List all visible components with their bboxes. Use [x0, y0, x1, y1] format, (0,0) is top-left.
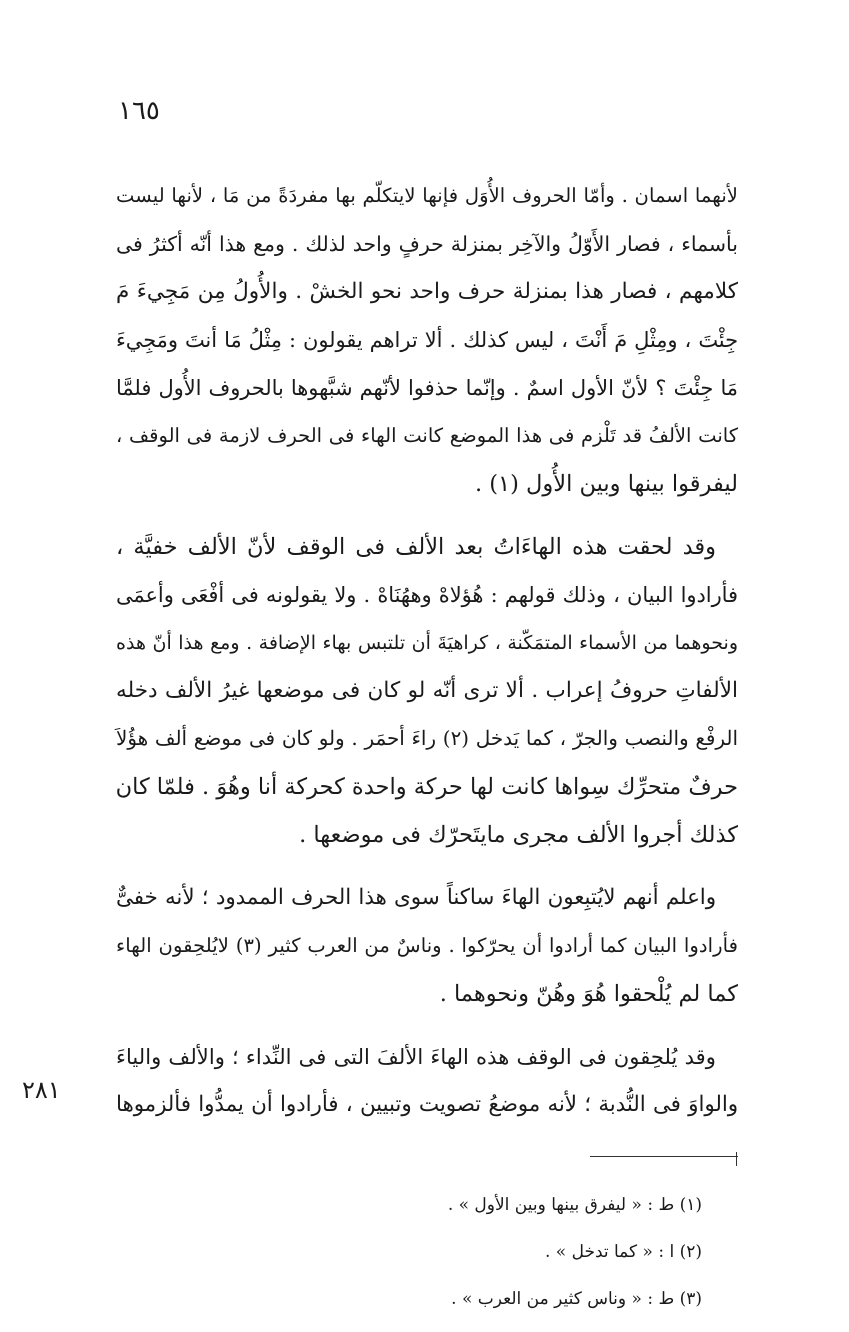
text-line: كذلك أجروا الألف مجرى مايتَحرّك فى موضعها .: [299, 822, 738, 848]
text-line: لأنهما اسمان . وأمّا الحروف الأُوَل فإنها لايتكلّم بها مفردَةً من مَا ، لأنها ليست: [116, 184, 738, 207]
text-line: مَا جِئْتَ ؟ لأنّ الأول اسمٌ . وإنّما حذفوا لأنّهم شبَّهوها بالحروف الأُول فلمَّا: [116, 376, 738, 400]
page-number: ١٦٥: [118, 96, 160, 126]
footnotes: [300, 1182, 702, 1323]
paragraph-3: [116, 874, 738, 1018]
text-line: كما لم يُلْحقوا هُوَ وهُنّ ونحوهما .: [439, 981, 738, 1007]
footnote-divider-tick: [736, 1152, 737, 1166]
text-line: ليفرقوا بينها وبين الأُول (١) .: [474, 471, 738, 497]
margin-number: ٢٨١: [22, 1076, 61, 1104]
text-line: والواوَ فى النُّدبة ؛ لأنه موضعُ تصويت وتبيين ، فأرادوا أن يمدُّوا فألزموها: [116, 1092, 738, 1117]
text-line: حرفٌ متحرِّك سِواها كانت لها حركة واحدة كحركة أنا وهُوَ . فلمّا كان: [115, 774, 738, 800]
text-line: فأرادوا البيان ، وذلك قولهم : هُؤلاهْ وههُنَاهْ . ولا يقولونه فى أفْعَى وأعمَى: [116, 583, 738, 607]
text-line: وقد يُلحِقون فى الوقف هذه الهاءَ الألفَ التى فى النِّداء ؛ والألف والياءَ: [116, 1044, 716, 1069]
main-text: [116, 172, 738, 1144]
footnote-1: (١) ط : « ليفرق بينها وبين الأول » .: [447, 1195, 702, 1215]
text-line: فأرادوا البيان كما أرادوا أن يحرّكوا . وناسٌ من العرب كثير (٣) لايُلحِقون الهاء: [116, 934, 738, 957]
text-line: ونحوهما من الأسماء المتمَكّنة ، كراهيَةَ أن تلتبس بهاء الإضافة . ومع هذا أنّ هذه: [116, 632, 738, 654]
text-line: كلامهم ، فصار هذا بمنزلة حرف واحد نحو الخشْ . والأُولُ مِن مَجِيءَ مَ: [116, 279, 738, 304]
paragraph-4: [116, 1033, 738, 1129]
text-line: الألفاتِ حروفُ إعراب . ألا ترى أنّه لو كان فى موضعها غيرُ الألف دخله: [116, 678, 738, 703]
text-line: جِئْتَ ، ومِثْلِ مَ أَنْتَ ، ليس كذلك . ألا تراهم يقولون : مِثْلُ مَا أنتَ ومَجِيءَ: [116, 328, 738, 352]
paragraph-2: [116, 523, 738, 859]
text-line: وقد لحقت هذه الهاءَاتُ بعد الألف فى الوقف لأنّ الألف خفيَّة ،: [116, 534, 716, 560]
text-line: كانت الألفُ قد تَلْزم فى هذا الموضع كانت الهاء فى الحرف لازمة فى الوقف ،: [116, 424, 738, 447]
footnote-3: (٣) ط : « وناس كثير من العرب » .: [451, 1289, 702, 1309]
text-line: واعلم أنهم لايُتبِعون الهاءَ ساكناً سوى هذا الحرف الممدود ؛ لأنه خفىٌّ: [116, 885, 716, 910]
footnote-2: (٢) ا : « كما تدخل » .: [544, 1242, 702, 1262]
text-line: الرفْع والنصب والجرّ ، كما يَدخل (٢) راءَ أحمَر . ولو كان فى موضع ألف هؤُلاَ: [116, 727, 738, 750]
footnote-divider: [590, 1156, 738, 1157]
paragraph-1: [116, 172, 738, 508]
text-line: بأسماء ، فصار الأَوّلُ والآخِر بمنزلة حرفٍ واحد لذلك . ومع هذا أنّه أكثرُ فى: [116, 232, 738, 256]
